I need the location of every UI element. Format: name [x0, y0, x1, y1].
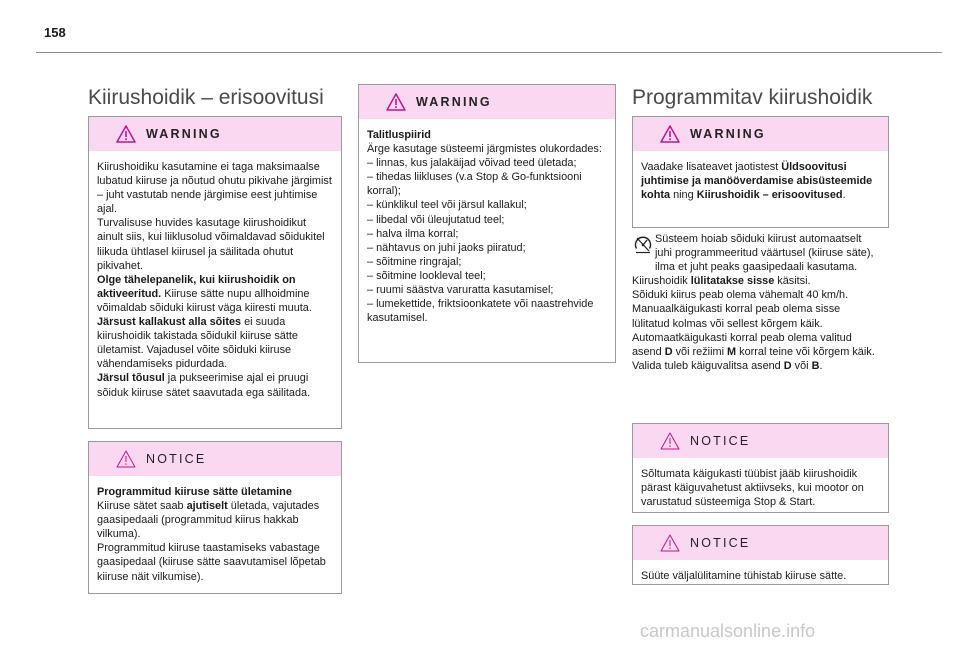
- header-rule: [36, 52, 942, 53]
- notice-body: [633, 458, 888, 516]
- system-paragraph: Süsteem hoiab sõiduki kiirust automaatselt juhi programmeeritud väärtusel (kiiruse säte), ilma et juht peaks gaasipedaali kasutama.: [655, 233, 874, 274]
- warning-header: [633, 117, 888, 151]
- notice-triangle-icon: [660, 432, 680, 450]
- notice-box-override: [88, 441, 342, 594]
- notice-label: NOTICE: [690, 536, 751, 550]
- warning-label: WARNING: [690, 127, 766, 141]
- warning-label: WARNING: [416, 95, 492, 109]
- warning-intro: Ärge kasutage süsteemi järgmistes olukordades:: [367, 143, 602, 156]
- list-item: – sõitmine lookleval teel;: [367, 269, 486, 282]
- list-item: – halva ilma korral;: [367, 227, 459, 240]
- warning-header: [89, 117, 341, 151]
- warning-body: [633, 151, 888, 209]
- list-item: – lumekettide, friktsioonkatete või naastrehvide kasutamisel.: [367, 298, 594, 325]
- notice-body: [633, 560, 888, 590]
- notice-triangle-icon: [116, 450, 136, 468]
- system-paragraph: Valida tuleb käiguvalitsa asend D või B.: [632, 359, 823, 372]
- warning-paragraph: Turvalisuse huvides kasutage kiirushoidikut ainult siis, kui liiklusolud võimaldavad sõidukitel liikuda ühtlasel kiirusel ja säilitada ohutut pikivahet.: [97, 217, 325, 272]
- list-item: – ruumi säästva varuratta kasutamisel;: [367, 284, 554, 297]
- list-item: – libedal või üleujutatud teel;: [367, 213, 505, 226]
- warning-paragraph: Olge tähelepanelik, kui kiirushoidik on aktiveeritud. Kiiruse sätte nupu allhoidmine võimaldab sõiduki kiirust väga kiiresti muuta.: [97, 273, 312, 314]
- list-item: – künklikul teel või järsul kallakul;: [367, 199, 527, 212]
- notice-label: NOTICE: [146, 452, 207, 466]
- system-paragraph: Automaatkäigukasti korral peab olema valitud asend D või režiimi M korral teine või kõrgem käik.: [632, 331, 875, 358]
- warning-label: WARNING: [146, 127, 222, 141]
- warning-box-limits: [358, 84, 616, 363]
- notice-paragraph: Kiiruse sätet saab ajutiselt ületada, vajutades gaasipedaali (programmitud kiirus hakkab vilkuma).: [97, 500, 320, 541]
- system-paragraph: Manuaalkäigukasti korral peab olema sisse lülitatud kolmas või sellest kõrgem käik.: [632, 303, 841, 330]
- notice-header: [89, 442, 341, 476]
- list-item: – nähtavus on juhi jaoks piiratud;: [367, 241, 526, 254]
- section-title-cruise-recommendations: Kiirushoidik – erisoovitusi: [88, 86, 324, 109]
- warning-paragraph: Järsust kallakust alla sõites ei suuda kiirushoidik takistada sõidukil kiiruse sätte ületamist. Vajadusel võite sõiduki kiiruse vähendamiseks pidurdada.: [97, 316, 298, 371]
- warning-body: [359, 119, 615, 332]
- warning-heading: Talitluspiirid: [367, 129, 431, 141]
- notice-header: [633, 424, 888, 458]
- list-item: – linnas, kus jalakäijad võivad teed ületada;: [367, 157, 577, 170]
- warning-paragraph: Järsul tõusul ja pukseerimise ajal ei pruugi sõiduk kiiruse sätet saavutada ega säilitada.: [97, 372, 311, 399]
- watermark: carmanualsonline.info: [640, 621, 816, 641]
- notice-body: [89, 476, 341, 591]
- system-paragraph: Kiirushoidik lülitatakse sisse käsitsi.: [632, 275, 811, 288]
- warning-triangle-icon: [386, 93, 406, 111]
- warning-header: [359, 85, 615, 119]
- section-title-programmable-cruise: Programmitav kiirushoidik: [632, 86, 873, 109]
- warning-body: [89, 151, 341, 407]
- notice-triangle-icon: [660, 534, 680, 552]
- list-item: – tihedas liikluses (v.a Stop & Go-funktsiooni korral);: [367, 171, 582, 198]
- page-number: 158: [44, 25, 66, 40]
- warning-paragraph: Kiirushoidiku kasutamine ei taga maksimaalse lubatud kiiruse ja nõutud ohutu pikivahe järgimist – juht vastutab nende järgimise eest juhtimise ajal.: [97, 161, 332, 216]
- notice-paragraph: Sõltumata käigukasti tüübist jääb kiirushoidik pärast käiguvahetust aktiivseks, kui mootor on varustatud süsteemiga Stop & Start.: [641, 468, 864, 509]
- notice-heading: Programmitud kiiruse sätte ületamine: [97, 486, 292, 498]
- notice-paragraph: Programmitud kiiruse taastamiseks vabastage gaasipedaal (kiiruse sätte saavutamisel lõpetab kiiruse näit vilkumise).: [97, 542, 326, 583]
- warning-paragraph: Vaadake lisateavet jaotistest Üldsoovitusi juhtimise ja manööverdamise abisüsteemide kohta ning Kiirushoidik – erisoovitused.: [641, 161, 873, 202]
- notice-box-gearbox: [632, 423, 889, 513]
- system-description: [632, 232, 877, 373]
- notice-paragraph: Süüte väljalülitamine tühistab kiiruse sätte.: [641, 570, 847, 582]
- warning-triangle-icon: [116, 125, 136, 143]
- warning-box-cruise: [88, 116, 342, 429]
- warning-box-references: [632, 116, 889, 228]
- notice-label: NOTICE: [690, 434, 751, 448]
- system-paragraph: Sõiduki kiirus peab olema vähemalt 40 km/h.: [632, 289, 849, 302]
- list-item: – sõitmine ringrajal;: [367, 255, 462, 268]
- notice-header: [633, 526, 888, 560]
- warning-triangle-icon: [660, 125, 680, 143]
- notice-box-ignition: [632, 525, 889, 585]
